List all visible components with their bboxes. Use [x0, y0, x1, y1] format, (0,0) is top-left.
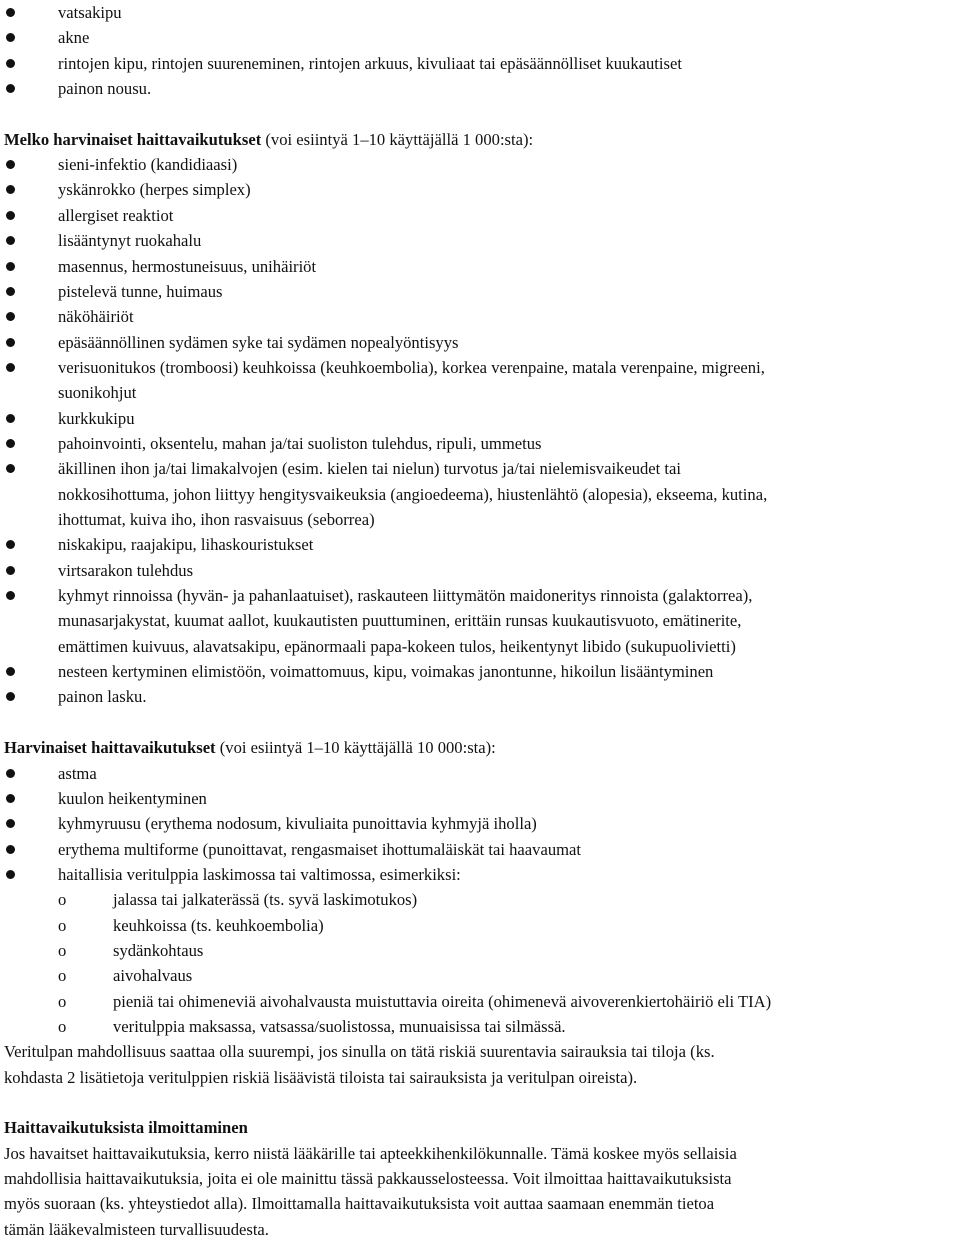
list-item-text: lisääntynyt ruokahalu [58, 231, 202, 251]
uncommon-list-item [0, 431, 960, 456]
bullet-icon [0, 254, 58, 279]
bullet-icon [0, 279, 58, 304]
list-item-text: epäsäännöllinen sydämen syke tai sydämen nopealyöntisyys [58, 332, 459, 352]
list-item-text: näköhäiriöt [58, 307, 134, 327]
section-heading-text [4, 127, 533, 152]
bullet-icon [0, 761, 58, 786]
list-item-text: vatsakipu [58, 3, 122, 22]
list-item-text: haitallisia veritulppia laskimossa tai valtimossa, esimerkiksi: [58, 864, 461, 884]
bullet-icon [0, 532, 58, 557]
reporting-paragraph-line [0, 1166, 960, 1191]
list-item-text: rintojen kipu, rintojen suureneminen, rintojen arkuus, kivuliaat tai epäsäännölliset kuukautiset [58, 53, 682, 73]
uncommon-list-item [0, 532, 960, 557]
bullet-icon [0, 330, 58, 355]
uncommon-list-item-continued [0, 380, 960, 405]
list-item-text: äkillinen ihon ja/tai limakalvojen (esim. kielen tai nielun) turvotus ja/tai nielemisvaikeudet tai [58, 459, 682, 479]
reporting-paragraph-line [0, 1217, 960, 1242]
list-item-text: niskakipu, raajakipu, lihaskouristukset [58, 535, 314, 555]
bullet-icon [0, 406, 58, 431]
uncommon-section-heading [0, 127, 960, 152]
list-item-text: erythema multiforme (punoittavat, rengasmaiset ihottumaläiskät tai haavaumat [58, 839, 581, 859]
bullet-icon [0, 304, 58, 329]
reporting-paragraph-line [0, 1141, 960, 1166]
uncommon-list-item [0, 152, 960, 177]
bullet-icon [0, 659, 58, 684]
uncommon-list-item [0, 583, 960, 608]
list-item-text: sieni-infektio (kandidiaasi) [58, 155, 238, 175]
rare-note-line [0, 1039, 960, 1064]
list-item-text: suonikohjut [58, 383, 137, 403]
list-item-text: jalassa tai jalkaterässä (ts. syvä laskimotukos) [113, 890, 418, 910]
section-heading-bold: Haittavaikutuksista ilmoittaminen [4, 1118, 248, 1138]
reporting-paragraph-line [0, 1191, 960, 1216]
section-heading-text [4, 1115, 248, 1140]
list-item-text: virtsarakon tulehdus [58, 560, 194, 580]
uncommon-list-item-continued [0, 634, 960, 659]
bullet-icon [0, 837, 58, 862]
uncommon-list-item-continued [0, 482, 960, 507]
uncommon-list-item [0, 228, 960, 253]
bullet-icon [0, 177, 58, 202]
list-item-text: pieniä tai ohimeneviä aivohalvausta muistuttavia oireita (ohimenevä aivoverenkiertohäiriö eli TIA) [113, 991, 772, 1011]
sub-bullet-marker: o [58, 915, 67, 935]
section-heading-frequency: (voi esiintyä 1–10 käyttäjällä 10 000:sta): [215, 738, 496, 758]
list-item-text: veritulppia maksassa, vatsassa/suolistossa, munuaisissa tai silmässä. [113, 1017, 566, 1036]
uncommon-list-item [0, 177, 960, 202]
bullet-icon [0, 76, 58, 101]
intro-list-item [0, 25, 960, 50]
bullet-icon [0, 558, 58, 583]
list-item-text: ihottumat, kuiva iho, ihon rasvaisuus (seborrea) [58, 510, 375, 529]
paragraph-line-text: myös suoraan (ks. yhteystiedot alla). Ilmoittamalla haittavaikutuksista voit auttaa saamaan enemmän tietoa [4, 1194, 715, 1214]
rare-list-item [0, 761, 960, 786]
paragraph-line-text: tämän lääkevalmisteen turvallisuudesta. [4, 1219, 269, 1239]
rare-section-heading [0, 735, 960, 760]
uncommon-list-item-continued [0, 507, 960, 532]
sub-bullet-marker: o [58, 890, 67, 910]
reporting-section-heading [0, 1115, 960, 1140]
sub-bullet-marker: o [58, 966, 67, 986]
rare-list-item [0, 786, 960, 811]
paragraph-line-text: Veritulpan mahdollisuus saattaa olla suurempi, jos sinulla on tätä riskiä suurentavia sairauksia tai tiloja (ks. [4, 1042, 715, 1062]
uncommon-list-item [0, 406, 960, 431]
list-item-text: kyhmyt rinnoissa (hyvän- ja pahanlaatuiset), raskauteen liittymätön maidoneritys rinnoista (galaktorrea), [58, 586, 753, 606]
rare-sub-list-item [0, 989, 960, 1014]
list-item-text: pahoinvointi, oksentelu, mahan ja/tai suoliston tulehdus, ripuli, ummetus [58, 433, 542, 453]
bullet-icon [0, 811, 58, 836]
bullet-icon [0, 431, 58, 456]
uncommon-list-item [0, 659, 960, 684]
paragraph-line-text: kohdasta 2 lisätietoja veritulppien riskiä lisäävistä tiloista tai sairauksista ja veritulpan oireista). [4, 1067, 638, 1087]
bullet-icon [0, 786, 58, 811]
list-item-text: emättimen kuivuus, alavatsakipu, epänormaali papa-kokeen tulos, heikentynyt libido (sukupuolivietti) [58, 636, 736, 656]
rare-sub-list-item [0, 963, 960, 988]
bullet-icon [0, 51, 58, 76]
list-item-text: keuhkoissa (ts. keuhkoembolia) [113, 915, 324, 935]
section-heading-bold: Harvinaiset haittavaikutukset [4, 738, 216, 758]
list-item-text: nokkosihottuma, johon liittyy hengitysvaikeuksia (angioedeema), hiustenlähtö (alopesia), ekseema, kutina, [58, 484, 768, 504]
list-item-text: astma [58, 763, 97, 783]
list-item-text: painon lasku. [58, 687, 147, 707]
list-item-text: akne [58, 28, 90, 48]
bullet-icon [0, 583, 58, 608]
uncommon-list-item [0, 558, 960, 583]
rare-list-item [0, 811, 960, 836]
bullet-icon [0, 456, 58, 481]
bullet-icon [0, 862, 58, 887]
paragraph-line-text: mahdollisia haittavaikutuksia, joita ei ole mainittu tässä pakkausselosteessa. Voit ilmoittaa haittavaikutuksista [4, 1169, 732, 1189]
uncommon-list-item [0, 304, 960, 329]
list-item-text: allergiset reaktiot [58, 205, 174, 225]
list-item-text: painon nousu. [58, 79, 152, 99]
rare-note-line [0, 1065, 960, 1090]
rare-sub-list-item [0, 887, 960, 912]
section-heading-text [4, 735, 496, 760]
uncommon-list-item [0, 355, 960, 380]
list-item-text: masennus, hermostuneisuus, unihäiriöt [58, 256, 317, 276]
uncommon-list-item [0, 456, 960, 481]
rare-list-item [0, 837, 960, 862]
uncommon-list-item-continued [0, 608, 960, 633]
list-item-text: yskänrokko (herpes simplex) [58, 180, 251, 200]
sub-bullet-marker: o [58, 940, 67, 960]
bullet-icon [0, 25, 58, 50]
bullet-icon [0, 355, 58, 380]
intro-list-item [0, 51, 960, 76]
uncommon-list-item [0, 330, 960, 355]
list-item-text: nesteen kertyminen elimistöön, voimattomuus, kipu, voimakas janontunne, hikoilun lisääntyminen [58, 662, 714, 682]
rare-list-item [0, 862, 960, 887]
bullet-icon [0, 228, 58, 253]
bullet-icon [0, 152, 58, 177]
bullet-icon [0, 684, 58, 709]
sub-bullet-marker: o [58, 991, 67, 1011]
sub-bullet-marker: o [58, 1017, 67, 1036]
list-item-text: pistelevä tunne, huimaus [58, 281, 223, 301]
list-item-text: munasarjakystat, kuumat aallot, kuukautisten puuttuminen, erittäin runsas kuukautisvuoto, emätinerite, [58, 611, 742, 631]
intro-list-item [0, 76, 960, 101]
uncommon-list-item [0, 684, 960, 709]
bullet-icon [0, 203, 58, 228]
intro-list-item [0, 0, 960, 25]
list-item-text: kyhmyruusu (erythema nodosum, kivuliaita punoittavia kyhmyjä iholla) [58, 814, 537, 834]
list-item-text: aivohalvaus [113, 966, 193, 986]
list-item-text: verisuonitukos (tromboosi) keuhkoissa (keuhkoembolia), korkea verenpaine, matala verenpaine, migreeni, [58, 357, 765, 377]
list-item-text: kuulon heikentyminen [58, 788, 207, 808]
list-item-text: sydänkohtaus [113, 940, 204, 960]
bullet-icon [0, 0, 58, 25]
uncommon-list-item [0, 203, 960, 228]
uncommon-list-item [0, 254, 960, 279]
section-heading-frequency: (voi esiintyä 1–10 käyttäjällä 1 000:sta): [261, 129, 534, 149]
rare-sub-list-item [0, 913, 960, 938]
list-item-text: kurkkukipu [58, 408, 135, 428]
uncommon-list-item [0, 279, 960, 304]
paragraph-line-text: Jos havaitset haittavaikutuksia, kerro niistä lääkärille tai apteekkihenkilökunnalle. Tämä koskee myös sellaisia [4, 1143, 737, 1163]
rare-sub-list-item [0, 1014, 960, 1039]
rare-sub-list-item [0, 938, 960, 963]
section-heading-bold: Melko harvinaiset haittavaikutukset [4, 129, 262, 149]
